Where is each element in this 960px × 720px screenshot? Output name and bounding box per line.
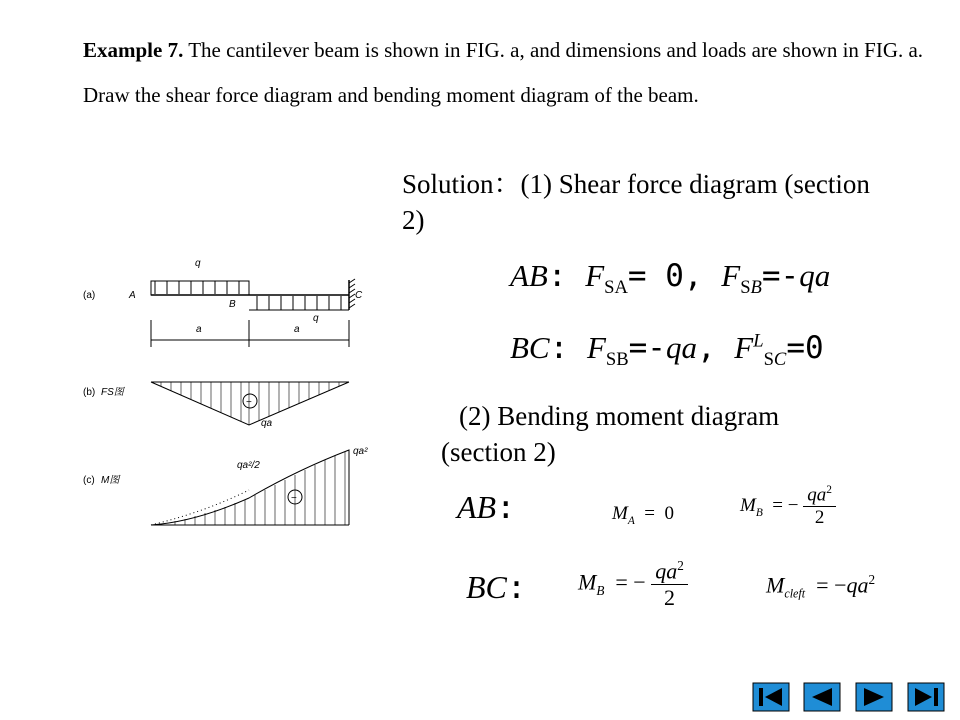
label-m: M图: [101, 475, 120, 486]
label-b: (b): [83, 387, 96, 398]
moment-eq-ma: $M_A = 0$: [612, 503, 675, 527]
shear-eq-ab: AB: $F_{SA}= 0$, $F_{SB}=-qa$: [510, 258, 831, 299]
example-label: Example 7.: [83, 38, 184, 62]
label-q-top: q: [195, 258, 201, 269]
moment-eq-mb-bc: $M_B$ = − $\frac{qa^2}{2}$: [578, 558, 688, 611]
label-qa2: qa²: [353, 446, 368, 457]
problem-statement: [83, 28, 953, 118]
previous-page-button[interactable]: [803, 682, 841, 712]
label-fs: FS图: [101, 387, 124, 398]
next-page-button[interactable]: [855, 682, 893, 712]
moment-eq-bc-label: BC:: [466, 568, 527, 606]
beam-figure: [75, 250, 395, 540]
solution-heading: Solution：(1) Shear force diagram (section 2): [402, 169, 870, 235]
last-page-icon: [907, 682, 945, 712]
load-box-ab: [151, 281, 249, 295]
label-dim2: a: [294, 324, 300, 335]
moment-eq-mc: $M_{cleft} = -qa^2$: [766, 572, 876, 601]
problem-text: The cantilever beam is shown in FIG. a, and dimensions and loads are shown in FIG. a. Draw the shear force diagram and bending moment diagram of the beam.: [83, 38, 924, 107]
label-qa: qa: [261, 418, 273, 429]
bending-heading: [441, 398, 871, 470]
moment-minus: −: [291, 493, 297, 504]
label-q-bottom: q: [313, 313, 319, 324]
shear-eq-bc: BC: $F_{SB}=-qa$, $F^L_{SC}=0$: [510, 330, 824, 371]
part2-text: Bending moment diagram (section 2): [441, 401, 780, 467]
up-arrows: [257, 296, 341, 310]
last-page-button[interactable]: [907, 682, 945, 712]
label-dim1: a: [196, 324, 202, 335]
shear-minus: −: [246, 397, 252, 408]
moment-eq-ab-label: AB:: [457, 488, 516, 526]
next-page-icon: [855, 682, 893, 712]
previous-page-icon: [803, 682, 841, 712]
moment-hatch: [175, 452, 345, 525]
label-C: C: [355, 290, 363, 301]
label-qa2-half: qa²/2: [237, 460, 260, 471]
label-a: (a): [83, 290, 96, 301]
label-c: (c): [83, 475, 95, 486]
label-A: A: [129, 290, 136, 301]
first-page-button[interactable]: [752, 682, 790, 712]
label-B: B: [229, 299, 236, 310]
part2-number: (2): [459, 401, 491, 431]
moment-dotted: [151, 490, 249, 525]
moment-eq-mb-ab: $M_B$ = − $\frac{qa^2}{2}$: [740, 484, 836, 529]
first-page-icon: [752, 682, 790, 712]
down-arrows: [155, 281, 239, 294]
